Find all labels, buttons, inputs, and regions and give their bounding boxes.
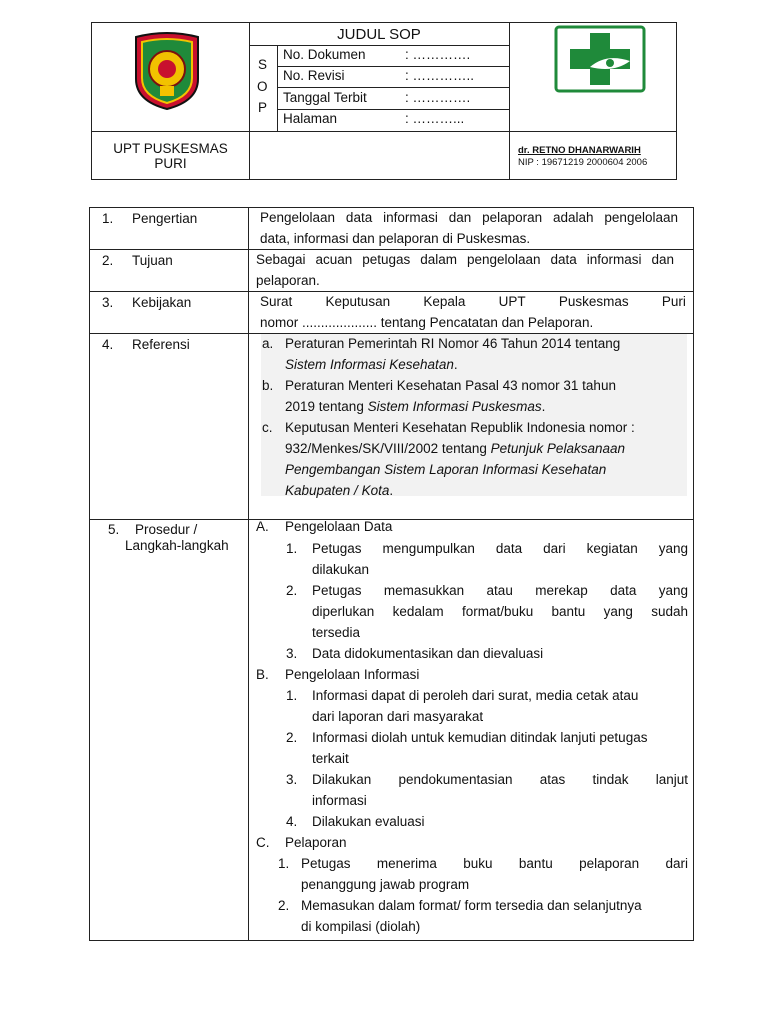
kebijakan-line2: nomor .................... tentang Pencatatan dan Pelaporan. — [260, 315, 594, 330]
a2-number: 2. — [286, 583, 298, 598]
ref-a-line1: Peraturan Pemerintah RI Nomor 46 Tahun 2014 tentang — [285, 336, 621, 351]
ref-c-italic-3: Pengembangan Sistem Laporan Informasi Kesehatan — [285, 462, 607, 477]
field-label-tanggal-terbit: Tanggal Terbit — [283, 90, 367, 105]
c1-line2: penanggung jawab program — [301, 877, 470, 892]
b3-number: 3. — [286, 772, 298, 787]
section-2-line1: Sebagai acuan petugas dalam pengelolaan data informasi dan — [256, 252, 674, 267]
group-c-marker: C. — [256, 835, 270, 850]
signer-nip: NIP : 19671219 2000604 2006 — [518, 157, 648, 168]
ref-c-line2 — [285, 438, 625, 459]
b1-line2: dari laporan dari masyarakat — [312, 709, 484, 724]
section-4-number: 4. — [102, 337, 114, 352]
section-1-line2: data, informasi dan pelaporan di Puskesmas. — [260, 231, 531, 246]
ref-a-line2 — [285, 354, 458, 375]
kebijakan-word: UPT — [498, 294, 526, 309]
c2-line2: di kompilasi (diolah) — [301, 919, 421, 934]
ref-b-tail: . — [541, 399, 546, 414]
kebijakan-word: Keputusan — [325, 294, 391, 309]
unit-name-line1: UPT PUSKESMAS — [113, 141, 228, 156]
ref-a-tail: . — [453, 357, 458, 372]
ref-a-marker: a. — [262, 336, 274, 351]
a2-line3: tersedia — [312, 625, 361, 640]
c2-line1: Memasukan dalam format/ form tersedia dan selanjutnya — [301, 898, 642, 913]
ref-c-line1: Keputusan Menteri Kesehatan Republik Indonesia nomor : — [285, 420, 635, 435]
section-3-number: 3. — [102, 295, 114, 310]
ref-c-marker: c. — [262, 420, 273, 435]
signer-name: dr. RETNO DHANARWARIH — [518, 145, 641, 156]
ref-c-line3 — [285, 459, 606, 480]
kebijakan-word: Kepala — [423, 294, 466, 309]
ref-c-italic-4: Kabupaten / Kota — [285, 483, 390, 498]
c1-line1: Petugas menerima buku bantu pelaporan dari — [301, 856, 688, 871]
a3-number: 3. — [286, 646, 298, 661]
ref-c-line4 — [285, 480, 393, 501]
kebijakan-line1 — [260, 291, 686, 312]
field-label-no-dokumen: No. Dokumen — [283, 47, 366, 62]
section-3-title: Kebijakan — [132, 295, 192, 310]
ref-b-line2 — [285, 396, 545, 417]
field-value-halaman: : ………... — [405, 111, 465, 126]
field-label-no-revisi: No. Revisi — [283, 68, 345, 83]
a1-line1: Petugas mengumpulkan data dari kegiatan yang — [312, 541, 688, 556]
unit-name-line2: PURI — [154, 156, 187, 171]
section-2-title: Tujuan — [132, 253, 173, 268]
b1-number: 1. — [286, 688, 298, 703]
ref-b-marker: b. — [262, 378, 274, 393]
regional-emblem-logo — [130, 31, 204, 111]
group-a-marker: A. — [256, 519, 269, 534]
b2-line2: terkait — [312, 751, 349, 766]
b4-number: 4. — [286, 814, 298, 829]
ref-b-line1: Peraturan Menteri Kesehatan Pasal 43 nomor 31 tahun — [285, 378, 616, 393]
b2-number: 2. — [286, 730, 298, 745]
section-2-number: 2. — [102, 253, 114, 268]
ref-c-italic: Petunjuk Pelaksanaan — [490, 441, 625, 456]
ref-c-tail: . — [389, 483, 394, 498]
section-5-number: 5. — [108, 522, 120, 537]
sop-letter-s: S — [258, 57, 268, 72]
kebijakan-word: Surat — [260, 294, 293, 309]
sop-letter-p: P — [258, 100, 268, 115]
kebijakan-word: Puri — [661, 294, 686, 309]
field-value-no-dokumen: : …………. — [405, 47, 471, 62]
section-1-line1: Pengelolaan data informasi dan pelaporan adalah pengelolaan — [260, 210, 678, 225]
sop-letter-o: O — [257, 79, 268, 94]
field-value-no-revisi: : ………….. — [405, 68, 475, 83]
c1-number: 1. — [278, 856, 290, 871]
group-b-marker: B. — [256, 667, 269, 682]
puskesmas-logo — [554, 25, 646, 93]
a1-number: 1. — [286, 541, 298, 556]
group-c-title: Pelaporan — [285, 835, 347, 850]
sop-content-table — [89, 207, 694, 941]
section-4-title: Referensi — [132, 337, 190, 352]
a1-line2: dilakukan — [312, 562, 370, 577]
b3-line2: informasi — [312, 793, 367, 808]
section-1-title: Pengertian — [132, 211, 198, 226]
kebijakan-word: Puskesmas — [558, 294, 629, 309]
sop-header-table — [91, 22, 677, 180]
ref-b-italic: Sistem Informasi Puskesmas — [367, 399, 542, 414]
b4-line1: Dilakukan evaluasi — [312, 814, 425, 829]
b3-line1: Dilakukan pendokumentasian atas tindak lanjut — [312, 772, 688, 787]
field-value-tanggal-terbit: : …………. — [405, 90, 471, 105]
c2-number: 2. — [278, 898, 290, 913]
a2-line1: Petugas memasukkan atau merekap data yang — [312, 583, 688, 598]
ref-a-italic: Sistem Informasi Kesehatan — [285, 357, 454, 372]
a3-line1: Data didokumentasikan dan dievaluasi — [312, 646, 544, 661]
a2-line2: diperlukan kedalam format/buku bantu yang sudah — [312, 604, 688, 619]
section-2-line2: pelaporan. — [256, 273, 320, 288]
section-5-title-2: Langkah-langkah — [125, 538, 229, 553]
field-label-halaman: Halaman — [283, 111, 338, 126]
section-5-title: Prosedur / — [135, 522, 198, 537]
group-a-title: Pengelolaan Data — [285, 519, 393, 534]
sop-title: JUDUL SOP — [337, 26, 421, 43]
b1-line1: Informasi dapat di peroleh dari surat, media cetak atau — [312, 688, 639, 703]
ref-c-plain: 932/Menkes/SK/VIII/2002 tentang — [285, 441, 491, 456]
section-1-number: 1. — [102, 211, 114, 226]
ref-b-plain: 2019 tentang — [285, 399, 368, 414]
b2-line1: Informasi diolah untuk kemudian ditindak lanjuti petugas — [312, 730, 648, 745]
group-b-title: Pengelolaan Informasi — [285, 667, 420, 682]
